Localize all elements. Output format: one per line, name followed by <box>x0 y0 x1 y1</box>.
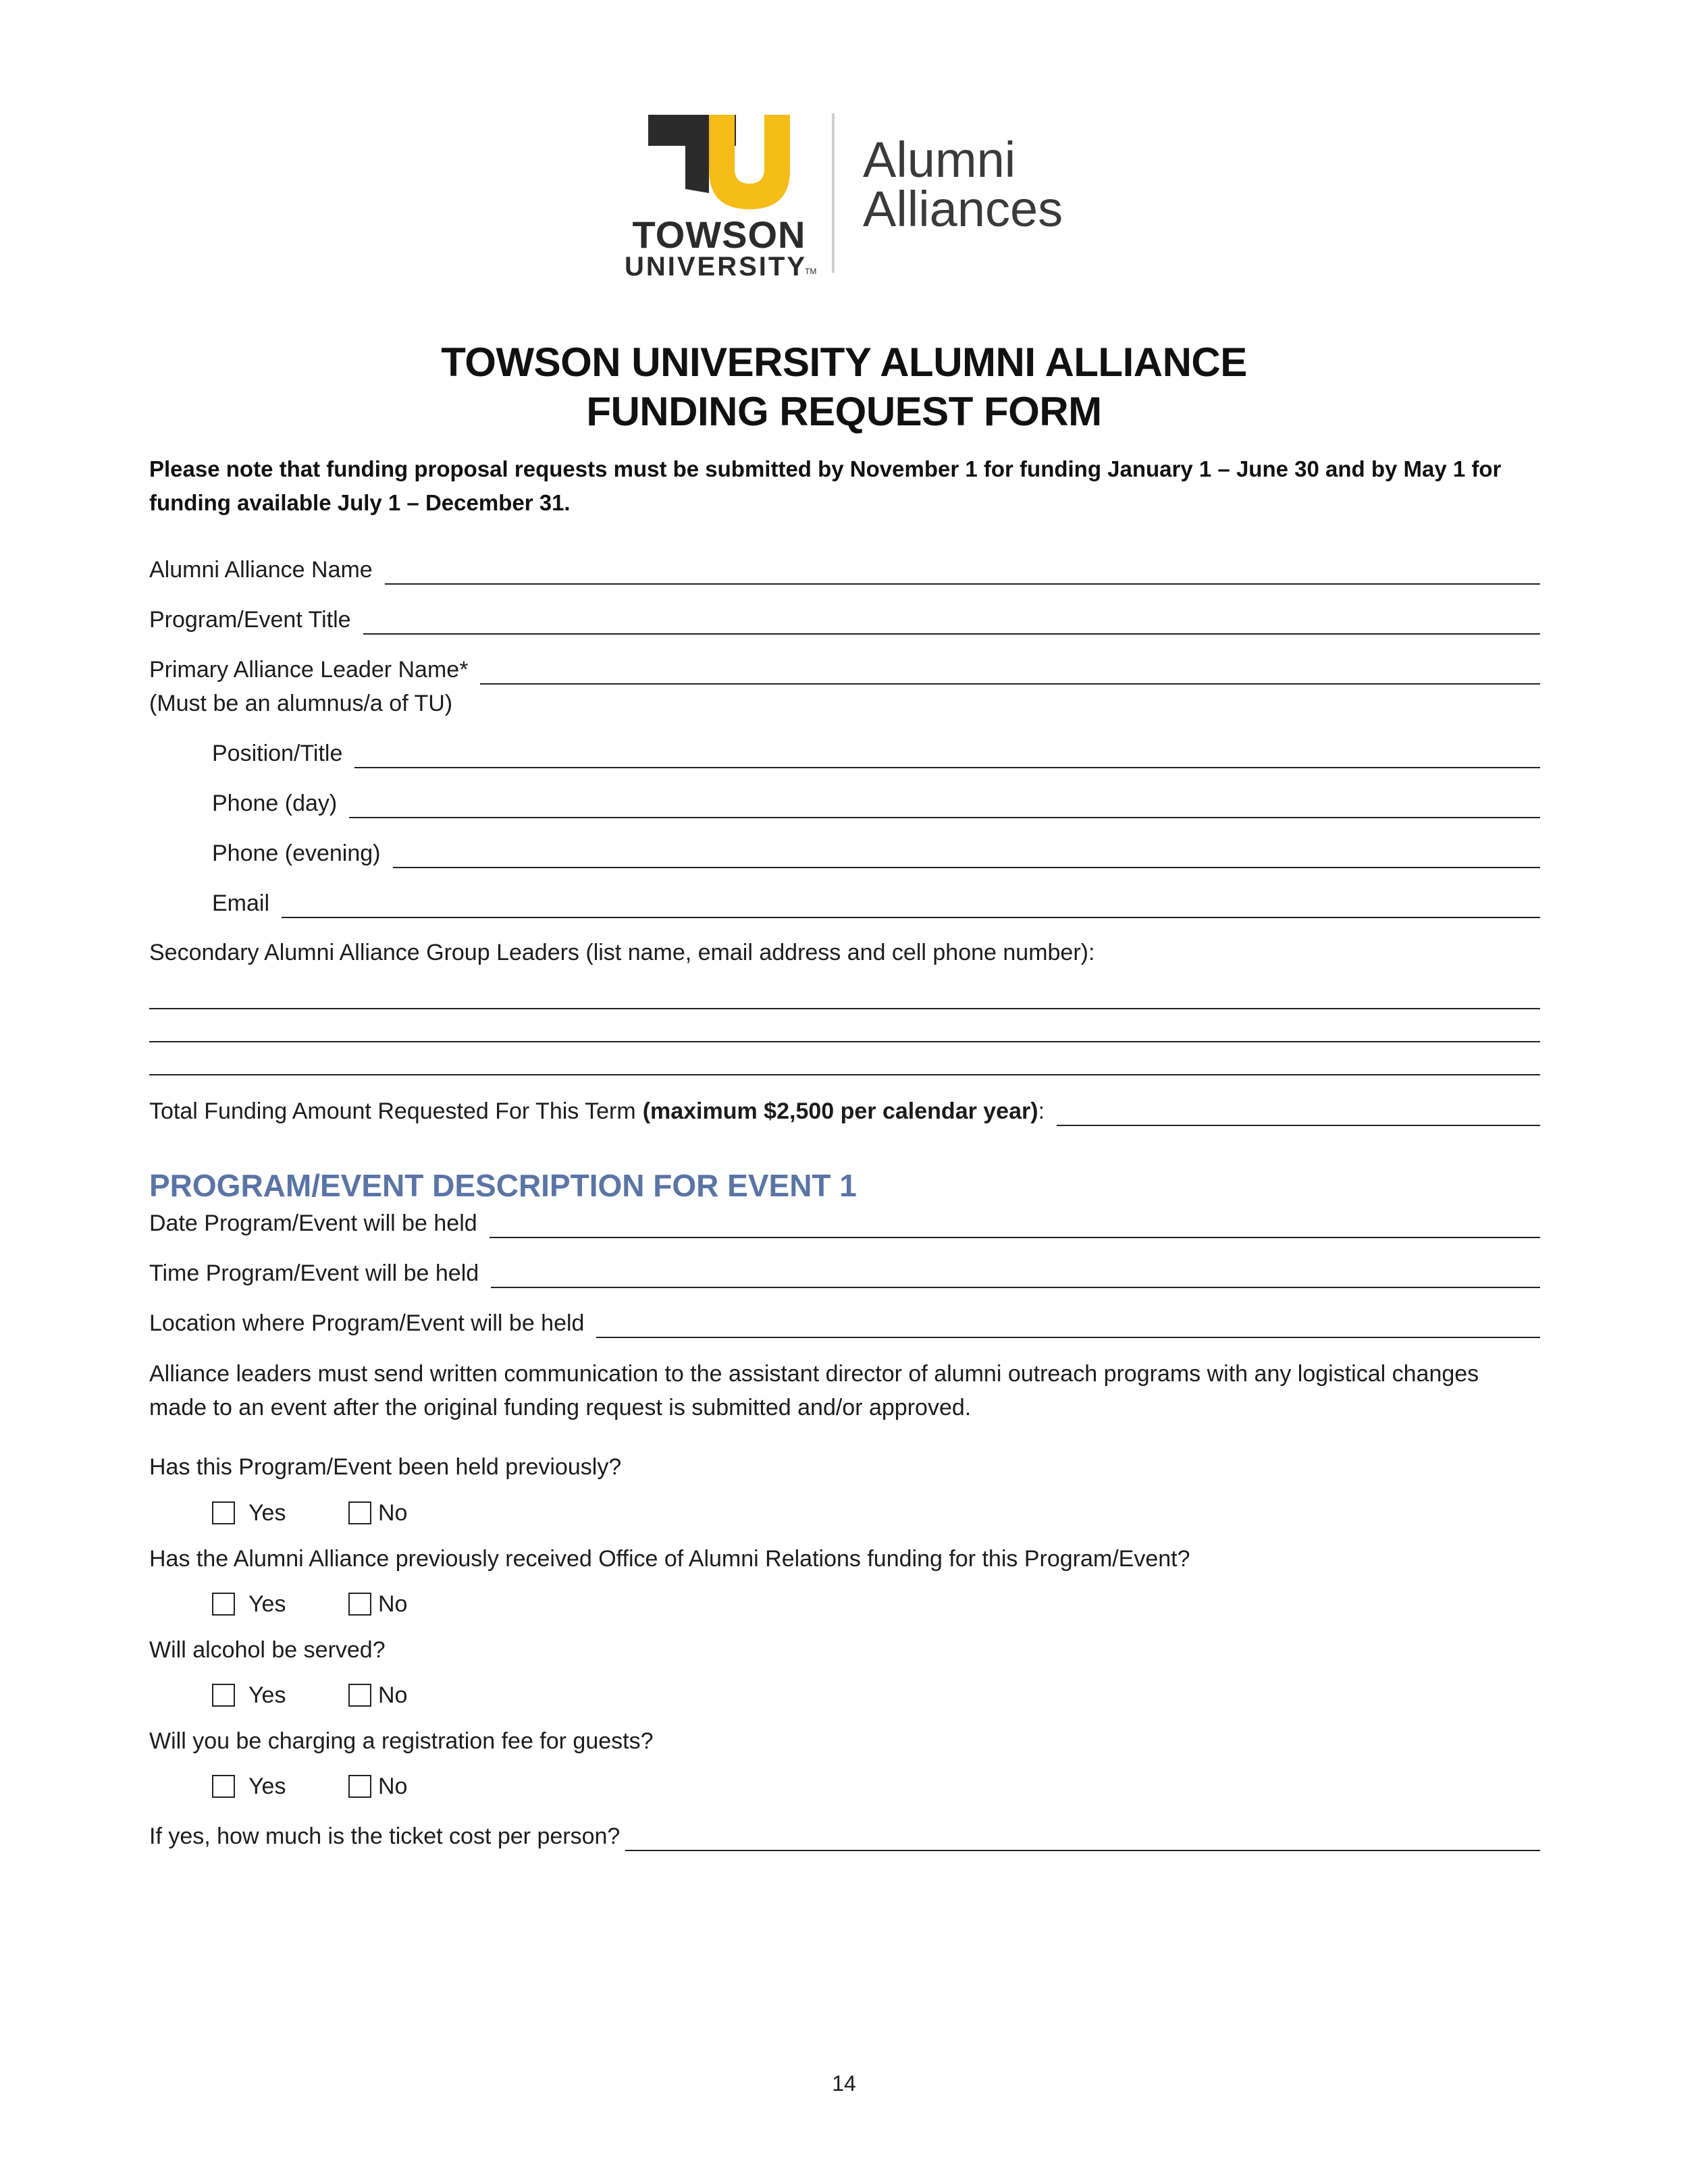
ticket-cost-field[interactable] <box>625 1826 1540 1851</box>
tu-u-mark <box>709 115 790 209</box>
phone-evening-field[interactable] <box>393 843 1540 868</box>
question-3-yes-label: Yes <box>248 1682 286 1708</box>
total-funding-colon: : <box>1038 1098 1045 1124</box>
question-2-yes-label: Yes <box>248 1591 286 1617</box>
event-time-field[interactable] <box>491 1262 1540 1288</box>
ticket-cost-row <box>149 1821 1540 1851</box>
alliance-name-row <box>149 555 1540 585</box>
event-title-label: Program/Event Title <box>149 607 351 633</box>
logo-divider <box>832 113 835 273</box>
question-3: Will alcohol be served? <box>149 1637 386 1663</box>
ticket-cost-label: If yes, how much is the ticket cost per person? <box>149 1823 621 1849</box>
question-4-yes-label: Yes <box>248 1774 286 1799</box>
leader-name-label: Primary Alliance Leader Name* <box>149 657 469 683</box>
question-2-yes-checkbox[interactable] <box>212 1593 235 1616</box>
position-label: Position/Title <box>212 741 343 766</box>
email-row <box>212 888 1540 918</box>
leader-note: (Must be an alumnus/a of TU) <box>149 691 453 716</box>
secondary-leaders-line-1[interactable] <box>149 1008 1540 1009</box>
question-1-no-checkbox[interactable] <box>348 1501 371 1524</box>
question-4-yes-checkbox[interactable] <box>212 1775 235 1798</box>
section-heading: PROGRAM/EVENT DESCRIPTION FOR EVENT 1 <box>149 1168 857 1203</box>
phone-day-label: Phone (day) <box>212 791 338 816</box>
question-3-yes-checkbox[interactable] <box>212 1684 235 1707</box>
event-location-label: Location where Program/Event will be held <box>149 1310 585 1336</box>
secondary-leaders-line-3[interactable] <box>149 1074 1540 1075</box>
event-date-label: Date Program/Event will be held <box>149 1210 477 1236</box>
question-1: Has this Program/Event been held previously? <box>149 1454 622 1480</box>
form-title-line1: TOWSON UNIVERSITY ALUMNI ALLIANCE <box>441 340 1247 385</box>
leader-name-row <box>149 655 1540 685</box>
total-funding-max: (maximum $2,500 per calendar year) <box>642 1098 1038 1124</box>
event-title-row <box>149 605 1540 635</box>
question-3-no-label: No <box>378 1682 408 1708</box>
question-2: Has the Alumni Alliance previously received Office of Alumni Relations funding for this Program/Event? <box>149 1546 1190 1572</box>
email-field[interactable] <box>282 893 1540 918</box>
question-1-yes-checkbox[interactable] <box>212 1501 235 1524</box>
question-2-no-checkbox[interactable] <box>348 1593 371 1616</box>
event-location-field[interactable] <box>596 1312 1540 1338</box>
event-location-row <box>149 1308 1540 1338</box>
university-line2: UNIVERSITY <box>624 252 808 282</box>
phone-evening-row <box>212 838 1540 868</box>
total-funding-label: Total Funding Amount Requested For This Term <box>149 1098 636 1124</box>
logistics-note: Alliance leaders must send written communication to the assistant director of alumni outreach programs with any logistical changes made to an event after the original funding request is submitted and/or approved. <box>149 1361 1479 1420</box>
secondary-leaders-line-2[interactable] <box>149 1041 1540 1042</box>
unit-line1: Alumni <box>863 132 1016 188</box>
event-date-field[interactable] <box>490 1213 1540 1238</box>
event-time-row <box>149 1258 1540 1288</box>
question-1-yes-label: Yes <box>248 1500 286 1526</box>
towson-alumni-alliances-logo <box>608 108 1121 284</box>
question-4-no-checkbox[interactable] <box>348 1775 371 1798</box>
unit-line2: Alliances <box>863 181 1063 237</box>
question-4-no-label: No <box>378 1774 408 1799</box>
total-funding-row <box>149 1096 1540 1126</box>
university-line1: TOWSON <box>632 213 806 256</box>
phone-day-field[interactable] <box>349 793 1540 818</box>
phone-day-row <box>212 789 1540 818</box>
event-title-field[interactable] <box>363 609 1540 635</box>
question-2-no-label: No <box>378 1591 408 1617</box>
position-row <box>212 739 1540 768</box>
alliance-name-label: Alumni Alliance Name <box>149 557 373 583</box>
event-date-row <box>149 1208 1540 1238</box>
question-3-no-checkbox[interactable] <box>348 1684 371 1707</box>
form-title-line2: FUNDING REQUEST FORM <box>586 389 1102 434</box>
question-1-no-label: No <box>378 1500 408 1526</box>
position-field[interactable] <box>354 743 1540 768</box>
page-number: 14 <box>832 2071 856 2096</box>
deadline-note: Please note that funding proposal requests must be submitted by November 1 for funding January 1 – June 30 and by May 1 for funding available July 1 – December 31. <box>149 456 1502 515</box>
phone-evening-label: Phone (evening) <box>212 841 381 866</box>
leader-name-field[interactable] <box>480 659 1540 685</box>
alliance-name-field[interactable] <box>385 559 1540 585</box>
secondary-leaders-label: Secondary Alumni Alliance Group Leaders (list name, email address and cell phone number): <box>149 940 1095 965</box>
trademark: TM <box>805 267 817 276</box>
question-4: Will you be charging a registration fee for guests? <box>149 1728 654 1754</box>
email-label: Email <box>212 890 270 916</box>
event-time-label: Time Program/Event will be held <box>149 1260 479 1286</box>
total-funding-field[interactable] <box>1057 1100 1540 1126</box>
